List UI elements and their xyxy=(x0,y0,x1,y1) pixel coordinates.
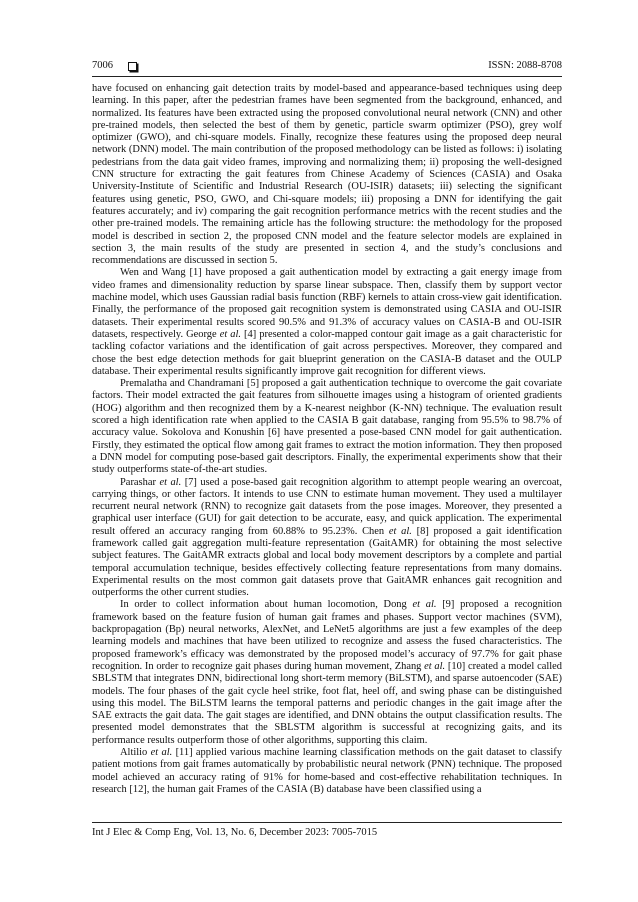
page-header xyxy=(92,60,562,76)
text-run: Premalatha and Chandramani [5] proposed a gait authentication technique to overcome the gait covariate factors. Their model extracted the gait features from silhouette images using a histogram of oriented gradients (HOG) algorithm and then recognized them by a K-nearest neighbor (K-NN) technique. The evaluation result scored a high identification rate when applied to the CASIA B gait database, ranging from 95.5% to 98.7% of accuracy value. Sokolova and Konushin [6] have presented a pose-based CNN model for gait authentication. Firstly, they estimated the optical flow among gait frames to extract the motion information. They then proposed a DNN model for computing pose-based gait descriptors. Finally, the experimental experiments show that their study outperforms state-of-the-art studies. xyxy=(92,378,562,476)
text-run: have focused on enhancing gait detection traits by model-based and appearance-based techniques using deep learning. In this paper, after the pedestrian frames have been segmented from the background, enhanced, and normalized. Its features have been extracted using the proposed convolutional neural network (CNN) and other pre-trained models, then selected the best of them by genetic, particle swarm optimizer (PSO), grey wolf optimizer (GWO), and chi-square models. Finally, recognize these features using the proposed deep neural network (DNN) model. The main contribution of the proposed methodology can be listed as follows: i) isolating pedestrians from the data gait video frames, improving and normalizing them; ii) proposing the well-designed CNN structure for extracting the gait features from Chinese Academy of Sciences (CASIA) and Osaka University-Institute of Scientific and Industrial Research (OU-ISIR) datasets; iii) selecting the significant features using genetic, PSO, GWO, and Chi-square models; iii) proposing a DNN for identifying the gait features accurately; and iv) comparing the gait recognition performance metrics with the recent studies and the other pre-trained models. The remaining article has the following structure: the methodology for the proposed model is described in section 2, the proposed CNN model and the feature selector models are explained in section 3, the main results of the study are presented in section 4, and the study’s conclusions and recommendations are discussed in section 5. xyxy=(92,83,562,267)
paragraph xyxy=(92,747,562,796)
text-run: [8] proposed a gait identification framework called gait aggregation multi-feature representation (GaitAMR) for obtaining the most selective subject features. The GaitAMR extracts global and local body movement descriptors by a complete and partial temporal accumulation technique, besides effectively collecting feature representations from many domains. Experimental results on the most common gait datasets prove that GaitAMR enhances gait recognition and outperforms the other current studies. xyxy=(92,525,562,599)
box-icon xyxy=(128,62,137,71)
text-run: [7] used a pose-based gait recognition algorithm to attempt people wearing an overcoat, carrying things, or other factors. It intends to use CNN to estimate human movement. They used a multilayer recurrent neural network (RNN) to recognize gait datasets from the pose images. Moreover, they presented a graphical user interface (GUI) for gait detection to be accurate, easy, and quick application. The experimental result offered an accuracy ranging from 60.88% to 95.23%. Chen xyxy=(92,476,563,537)
article-body xyxy=(92,83,562,796)
header-divider xyxy=(92,76,562,77)
italic-text: et al. xyxy=(219,328,241,340)
paragraph xyxy=(92,477,562,600)
paragraph xyxy=(92,599,562,747)
italic-text: et al. xyxy=(159,476,182,488)
italic-text: et al. xyxy=(150,747,173,759)
paragraph xyxy=(92,378,562,476)
paragraph xyxy=(92,267,562,378)
italic-text: et al. xyxy=(424,660,446,672)
issn-label: ISSN: 2088-8708 xyxy=(488,60,562,71)
text-run: [10] created a model called SBLSTM that integrates DNN, bidirectional long short-term memory (BiLSTM), and sparse autoencoder (SAE) models. The four phases of the gait cycle heel strike, foot flat, heel off, and swing phase can be distinguished using this model. The BiLSTM learns the temporal patterns and periodic changes in the gait image after the SAE extracts the gait data. The gait stages are identified, and DNN obtains the output classification results. The presented model demonstrates that the SBLSTM algorithm is successful at recognizing gaits, and its performance results outperform those of other algorithms, supporting this claim. xyxy=(92,660,562,746)
page-number: 7006 xyxy=(92,60,113,71)
page-footer: Int J Elec & Comp Eng, Vol. 13, No. 6, December 2023: 7005-7015 xyxy=(92,827,378,838)
text-run: [11] applied various machine learning classification methods on the gait dataset to classify patient motions from gait frames automatically by probabilistic neural network (PNN) technique. The proposed model achieved an accuracy rating of 91% for home-based and cost-effective rehabilitation techniques. In research [12], the human gait Frames of the CASIA (B) database have been classified using a xyxy=(92,747,562,795)
text-run: Wen and Wang [1] have proposed a gait authentication model by extracting a gait energy image from video frames and dimensionality reduction by sparse linear subspace. Then, classify them by support vector machine model, which uses Gaussian radial basis function (RBF) kernels to attain cross-view gait identification. Finally, the performance of the proposed gait recognition system is demonstrated using CASIA and OU-ISIR datasets. Their experimental results scored 90.5% and 91.3% of accuracy values on CASIA-B and OU-ISIR datasets, respectively. George xyxy=(92,267,562,340)
text-run: In order to collect information about human locomotion, Dong xyxy=(120,599,413,611)
italic-text: et al. xyxy=(388,525,412,537)
text-run: [9] proposed a recognition framework based on the feature fusion of human gait frames and phases. Support vector machines (SVM), backpropagation (Bp) neural networks, AlexNet, and LeNet5 algorithms are just a few examples of the deep learning models and machines that have been utilized to recognize and assess the fused characteristics. The proposed framework’s efficacy was demonstrated by the proposed model’s accuracy of 97.7% for gait phase recognition. In order to recognize gait phases during human movement, Zhang xyxy=(92,599,562,672)
text-run: [4] presented a color-mapped contour gait image as a gait characteristic for tackling cofactor variations and the identification of gait across perspectives. Moreover, they compared and chose the best edge detection methods for gait blueprint generation on the CASIA-B dataset and the OULP database. Their experimental results significantly improve gait recognition for different views. xyxy=(92,328,562,377)
footer-divider xyxy=(92,822,562,823)
text-run: Parashar xyxy=(120,476,160,488)
text-run: Altilio xyxy=(120,747,151,759)
paragraph xyxy=(92,83,562,267)
italic-text: et al. xyxy=(412,599,437,611)
